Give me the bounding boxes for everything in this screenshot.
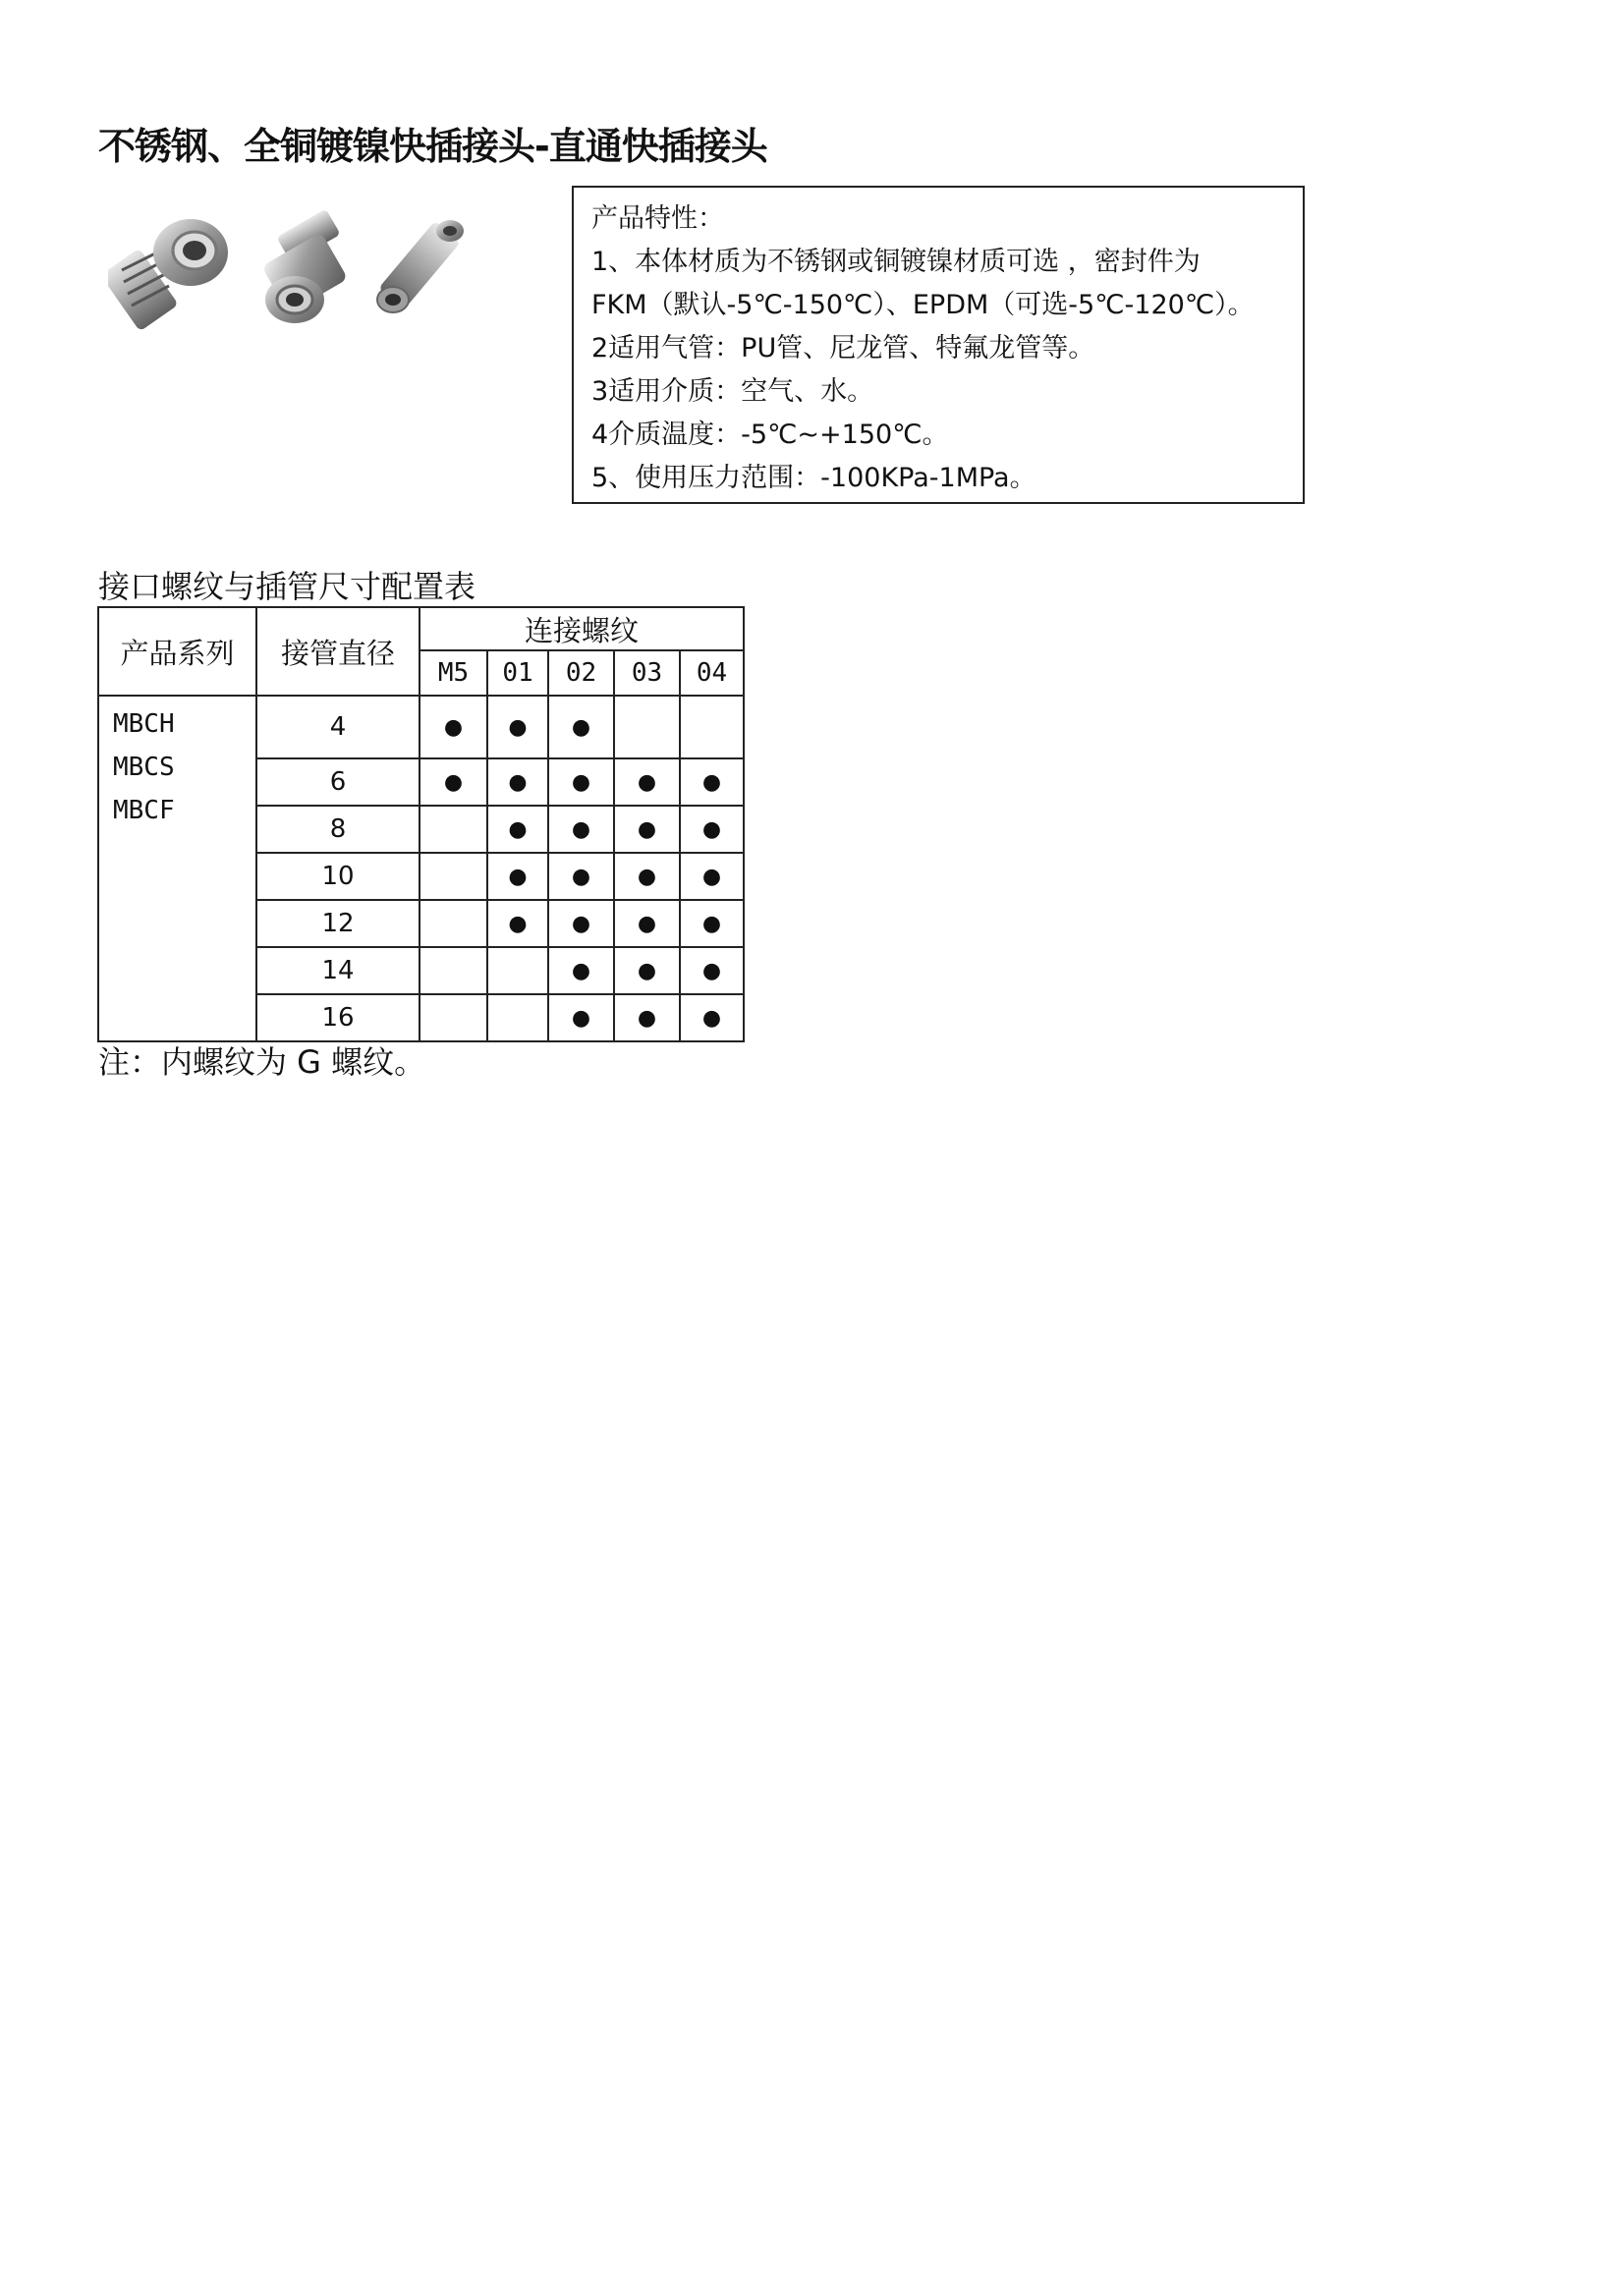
header-thread: 连接螺纹 xyxy=(420,607,744,650)
feature-line: 1、本体材质为不锈钢或铜镀镍材质可选 ，密封件为 xyxy=(591,247,1201,277)
header-thread-01: 01 xyxy=(487,650,548,696)
header-series: 产品系列 xyxy=(98,607,256,696)
diameter-cell: 14 xyxy=(256,947,420,994)
table-cell: ● xyxy=(548,758,614,806)
header-thread-03: 03 xyxy=(614,650,680,696)
series-name: MBCS xyxy=(113,753,175,782)
series-cell xyxy=(98,696,256,1041)
table-cell: ● xyxy=(614,900,680,947)
table-cell: ● xyxy=(548,806,614,853)
table-cell: ● xyxy=(680,758,744,806)
header-thread-02: 02 xyxy=(548,650,614,696)
table-cell: ● xyxy=(487,696,548,758)
header-thread-04: 04 xyxy=(680,650,744,696)
table-header-row xyxy=(98,607,744,650)
product-features-box xyxy=(572,186,1305,504)
table-cell: ● xyxy=(420,696,487,758)
table-cell xyxy=(614,696,680,758)
series-name: MBCH xyxy=(113,709,175,739)
table-cell: ● xyxy=(487,853,548,900)
table-cell: ● xyxy=(614,853,680,900)
feature-line: FKM（默认-5℃-150℃）、EPDM（可选-5℃-120℃）。 xyxy=(591,290,1255,320)
table-cell: ● xyxy=(548,696,614,758)
series-name: MBCF xyxy=(113,796,175,825)
table-cell: ● xyxy=(548,994,614,1041)
table-cell: ● xyxy=(680,994,744,1041)
table-cell xyxy=(420,947,487,994)
fitting-1-image xyxy=(108,219,228,331)
table-cell xyxy=(420,900,487,947)
product-photos xyxy=(108,201,540,349)
feature-line: 2适用气管：PU管、尼龙管、特氟龙管等。 xyxy=(591,333,1095,364)
table-cell xyxy=(487,947,548,994)
table-cell: ● xyxy=(614,806,680,853)
table-row xyxy=(98,696,744,758)
feature-line: 3适用介质：空气、水。 xyxy=(591,376,874,407)
page-title: 不锈钢、全铜镀镍快插接头-直通快插接头 xyxy=(98,125,767,168)
table-cell xyxy=(420,994,487,1041)
table-cell: ● xyxy=(680,806,744,853)
table-cell: ● xyxy=(420,758,487,806)
table-cell: ● xyxy=(614,947,680,994)
table-cell: ● xyxy=(680,853,744,900)
table-cell: ● xyxy=(487,900,548,947)
feature-line: 5、使用压力范围：-100KPa-1MPa。 xyxy=(591,463,1036,493)
table-cell: ● xyxy=(487,758,548,806)
table-cell: ● xyxy=(548,900,614,947)
table-footnote: 注：内螺纹为 G 螺纹。 xyxy=(98,1043,426,1081)
header-diameter: 接管直径 xyxy=(256,607,420,696)
diameter-cell: 16 xyxy=(256,994,420,1041)
table-cell: ● xyxy=(680,947,744,994)
table-cell: ● xyxy=(487,806,548,853)
table-cell: ● xyxy=(548,947,614,994)
table-cell xyxy=(420,806,487,853)
table-cell: ● xyxy=(614,758,680,806)
table-title: 接口螺纹与插管尺寸配置表 xyxy=(98,568,476,605)
fitting-3-image xyxy=(377,220,464,312)
header-thread-m5: M5 xyxy=(420,650,487,696)
table-cell: ● xyxy=(680,900,744,947)
table-cell xyxy=(680,696,744,758)
fitting-2-image xyxy=(261,209,348,323)
diameter-cell: 8 xyxy=(256,806,420,853)
table-cell xyxy=(420,853,487,900)
table-cell xyxy=(487,994,548,1041)
table-cell: ● xyxy=(548,853,614,900)
features-heading: 产品特性： xyxy=(591,203,724,234)
table-cell: ● xyxy=(614,994,680,1041)
diameter-cell: 12 xyxy=(256,900,420,947)
feature-line: 4介质温度：-5℃~+150℃。 xyxy=(591,420,949,450)
thread-size-table xyxy=(97,606,745,1042)
diameter-cell: 10 xyxy=(256,853,420,900)
diameter-cell: 6 xyxy=(256,758,420,806)
diameter-cell: 4 xyxy=(256,696,420,758)
